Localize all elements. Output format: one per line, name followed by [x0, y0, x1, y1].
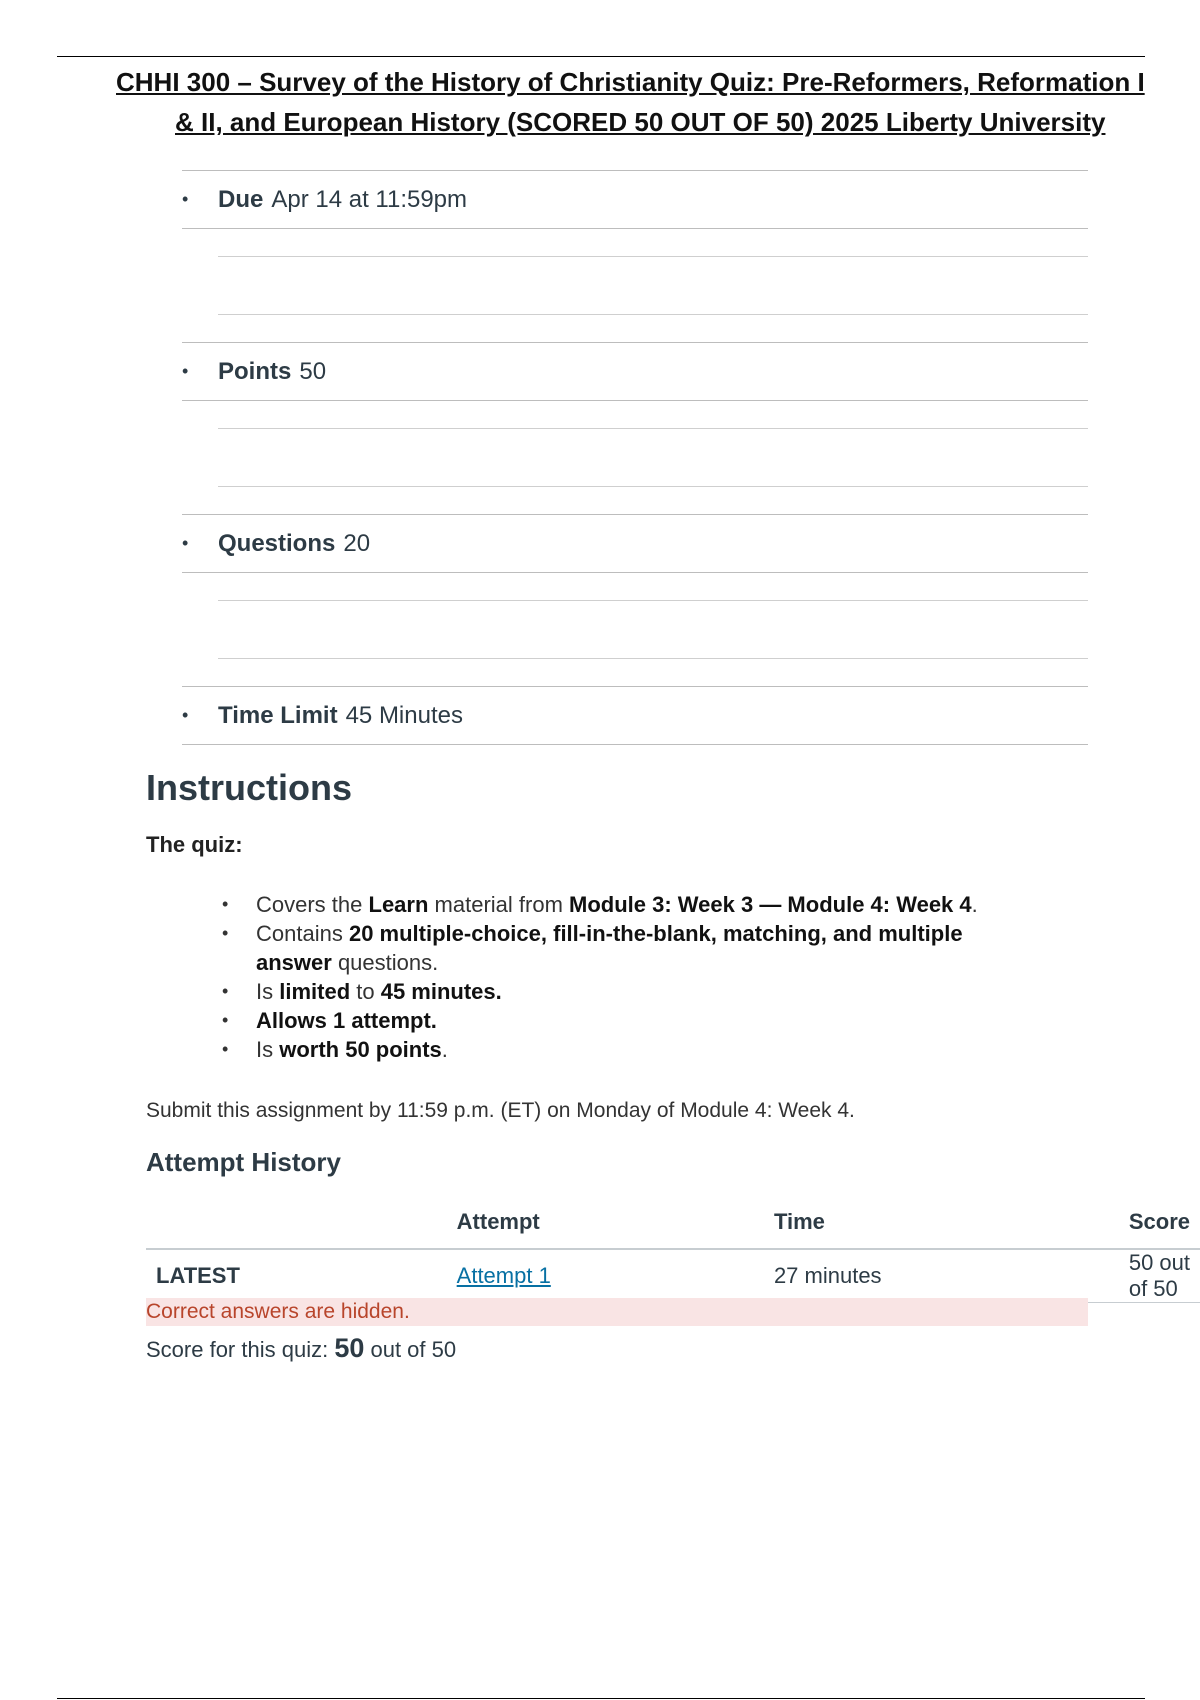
list-item: • Is worth 50 points.: [222, 1035, 982, 1064]
list-item: • Allows 1 attempt.: [222, 1006, 982, 1035]
quiz-score: [146, 1333, 456, 1364]
table-header-row: [146, 1196, 1200, 1249]
list-item: • Is limited to 45 minutes.: [222, 977, 982, 1006]
quiz-intro: The quiz:: [146, 832, 243, 857]
answers-hidden-notice: Correct answers are hidden.: [146, 1298, 1088, 1326]
score-prefix: Score for this quiz:: [146, 1337, 335, 1362]
meta-questions: [182, 514, 1088, 686]
instructions-heading: Instructions: [146, 767, 353, 808]
attempt-history-heading: Attempt History: [146, 1147, 342, 1177]
bullet-icon: •: [182, 189, 189, 209]
meta-key: Points: [218, 357, 292, 385]
bullet-icon: •: [182, 361, 189, 381]
column-header: Time: [764, 1196, 1119, 1249]
meta-spacer: [218, 256, 1088, 315]
quiz-meta-list: [182, 170, 1088, 746]
attempt-time: 27 minutes: [764, 1249, 1119, 1303]
meta-key: Questions: [218, 529, 336, 557]
column-header: Attempt: [447, 1196, 764, 1249]
bullet-icon: •: [182, 705, 189, 725]
attempt-link[interactable]: Attempt 1: [456, 1263, 551, 1288]
meta-spacer: [218, 600, 1088, 659]
top-rule: [57, 56, 1145, 57]
meta-due: [182, 170, 1088, 342]
meta-time-limit: [182, 686, 1088, 746]
list-item: • Covers the Learn material from Module 3: Week 3 — Module 4: Week 4.: [222, 890, 982, 919]
submit-note: Submit this assignment by 11:59 p.m. (ET) on Monday of Module 4: Week 4.: [146, 1099, 855, 1122]
title-line-1: CHHI 300 – Survey of the History of Christianity Quiz: Pre-Reformers, Reformation I: [116, 67, 1145, 97]
bullet-icon: •: [182, 533, 189, 553]
meta-key: Due: [218, 185, 264, 213]
list-item: • Contains 20 multiple-choice, fill-in-the-blank, matching, and multiple answer questions.: [222, 919, 982, 977]
attempt-history-table: [146, 1196, 1200, 1303]
meta-value: Apr 14 at 11:59pm: [271, 185, 468, 213]
meta-value: 20: [343, 529, 371, 557]
title-line-2: & II, and European History (SCORED 50 OUT OF 50) 2025 Liberty University: [175, 107, 1106, 137]
row-label: LATEST: [146, 1249, 447, 1303]
bottom-rule: [57, 1698, 1145, 1699]
meta-spacer: [218, 428, 1088, 487]
meta-value: 50: [299, 357, 327, 385]
column-header: [146, 1196, 447, 1249]
score-suffix: out of 50: [364, 1337, 457, 1362]
instructions-list: [222, 890, 982, 1064]
column-header: Score: [1119, 1196, 1200, 1249]
score-value: 50: [334, 1333, 365, 1363]
attempt-score: 50 out of 50: [1119, 1249, 1200, 1303]
document-title: [116, 62, 1200, 142]
meta-points: [182, 342, 1088, 514]
meta-value: 45 Minutes: [345, 701, 463, 729]
table-row: [146, 1249, 1200, 1303]
meta-key: Time Limit: [218, 701, 338, 729]
